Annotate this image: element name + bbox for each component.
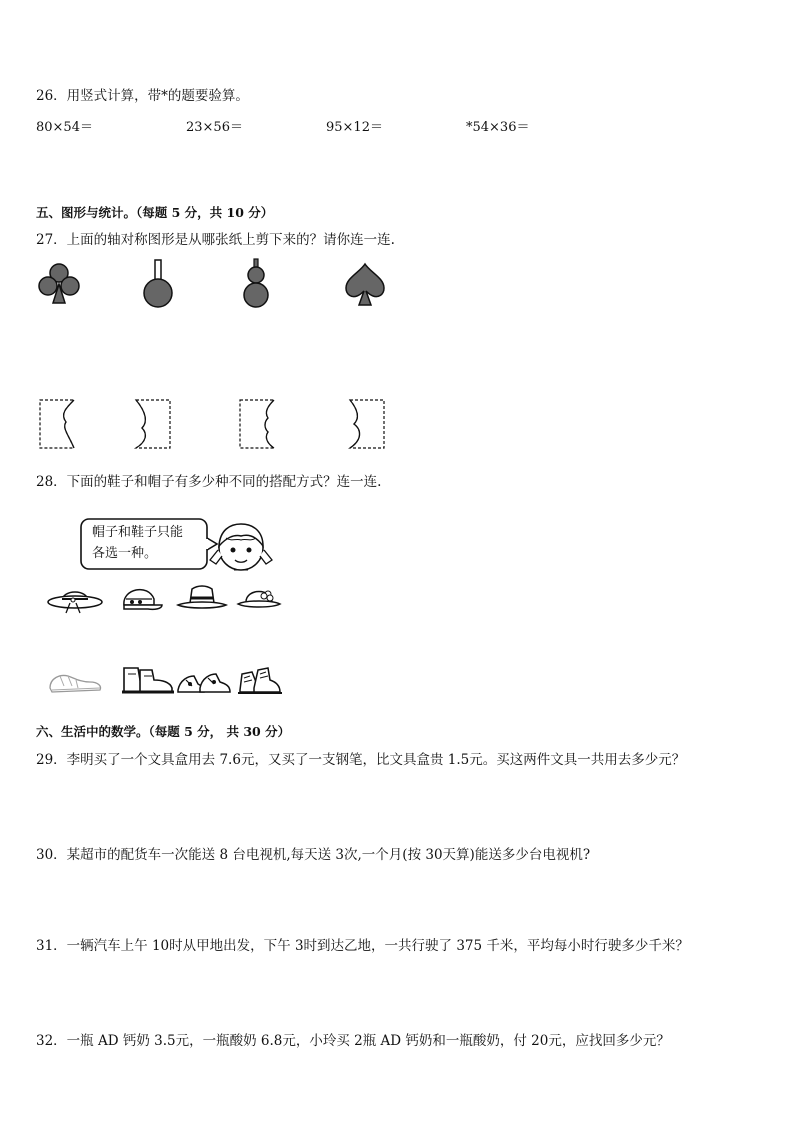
bubble-line-2: 各选一种。 bbox=[92, 546, 158, 561]
paper-piece-3 bbox=[238, 398, 278, 450]
question-27: 27．上面的轴对称图形是从哪张纸上剪下来的？请你连一连. bbox=[36, 232, 395, 248]
laced-shoes-icon bbox=[236, 662, 282, 696]
flower-hat-icon bbox=[236, 582, 282, 612]
boot-icon bbox=[118, 662, 174, 696]
gourd-icon bbox=[241, 258, 271, 310]
question-32: 32．一瓶 AD 钙奶 3.5元，一瓶酸奶 6.8元，小玲买 2瓶 AD 钙奶和一瓶酸奶，付 20元，应找回多少元？ bbox=[36, 1033, 670, 1049]
paper-piece-2 bbox=[132, 398, 172, 450]
fedora-icon bbox=[176, 583, 228, 613]
paper-piece-4 bbox=[346, 398, 388, 450]
bubble-line-1: 帽子和鞋子只能 bbox=[92, 525, 184, 540]
bottle-icon bbox=[140, 258, 176, 310]
girl-avatar bbox=[208, 516, 274, 578]
expression-2: 23×56＝ bbox=[186, 120, 243, 135]
question-30: 30．某超市的配货车一次能送 8 台电视机,每天送 3次,一个月(按 30天算)能送多少台电视机? bbox=[36, 847, 591, 863]
section-6-title: 六、生活中的数学。（每题 5 分， 共 30 分） bbox=[36, 724, 291, 739]
expression-1: 80×54＝ bbox=[36, 120, 93, 135]
sun-hat-icon bbox=[46, 583, 104, 615]
club-icon bbox=[36, 262, 82, 308]
cap-icon bbox=[118, 581, 164, 613]
question-31: 31．一辆汽车上午 10时从甲地出发，下午 3时到达乙地，一共行驶了 375 千米，平均每小时行驶多少千米？ bbox=[36, 938, 689, 954]
question-28: 28．下面的鞋子和帽子有多少种不同的搭配方式？连一连. bbox=[36, 474, 382, 490]
shoes-pair-icon bbox=[176, 664, 232, 696]
expression-4: *54×36＝ bbox=[466, 120, 530, 135]
question-26: 26．用竖式计算，带*的题要验算。 bbox=[36, 88, 249, 104]
question-29: 29．李明买了一个文具盒用去 7.6元，又买了一支钢笔，比文具盒贵 1.5元。买这两件文具一共用去多少元？ bbox=[36, 752, 686, 768]
expression-3: 95×12＝ bbox=[326, 120, 383, 135]
spade-icon bbox=[342, 262, 388, 308]
section-5-title: 五、图形与统计。（每题 5 分，共 10 分） bbox=[36, 205, 274, 220]
paper-piece-1 bbox=[38, 398, 78, 450]
sneaker-icon bbox=[46, 664, 104, 696]
